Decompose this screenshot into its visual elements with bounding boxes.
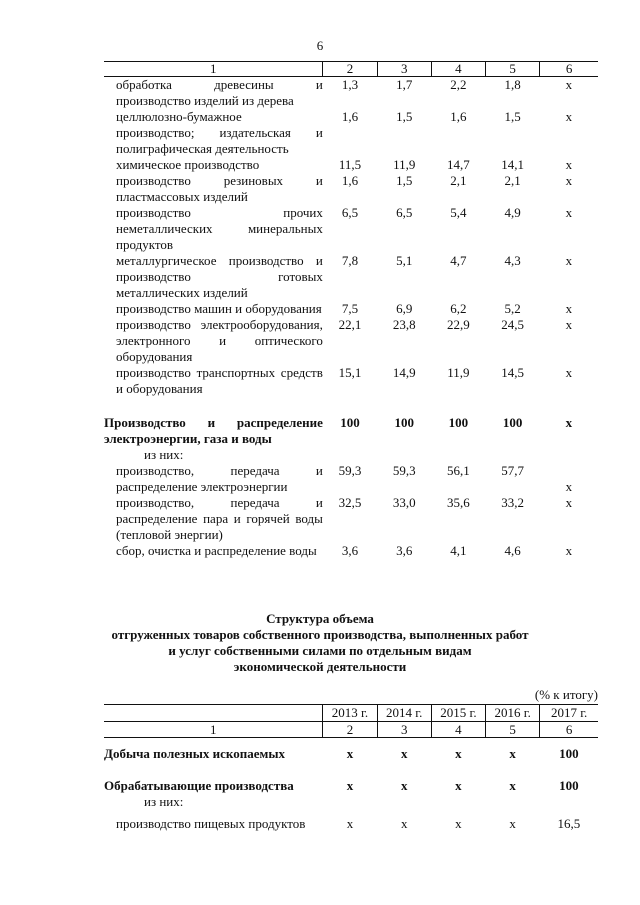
table-title (0, 611, 640, 675)
value-cell: x (565, 173, 573, 188)
value-cell: 33,2 (501, 495, 525, 510)
value-cell: 4,7 (450, 253, 467, 268)
column-number: 3 (377, 722, 431, 738)
value-cell: 1,7 (396, 77, 413, 92)
row-label: производство пищевых продуктов (116, 816, 306, 831)
value-cell: x (565, 157, 573, 172)
row-label: из них: (144, 794, 184, 809)
value-cell: x (565, 415, 573, 430)
row-label: целлюлозно-бумажное производство; издательская и полиграфическая деятельность (116, 109, 323, 156)
value-cell: 4,1 (450, 543, 467, 558)
value-cell: 4,6 (504, 543, 521, 558)
year-header: 2013 г. (323, 705, 377, 722)
value-cell: x (346, 746, 354, 761)
value-cell: 6,9 (396, 301, 413, 316)
row-label: металлургическое производство и производство готовых металлических изделий (116, 253, 323, 300)
year-header: 2015 г. (431, 705, 485, 722)
title-line: и услуг собственными силами по отдельным видам (168, 643, 472, 658)
table-row (104, 463, 598, 495)
row-label: производство транспортных средств и оборудования (116, 365, 323, 396)
table-section-row (104, 738, 598, 763)
value-cell (486, 447, 540, 463)
value-cell: 1,3 (341, 77, 359, 92)
value-cell: 1,8 (504, 77, 521, 92)
value-cell (486, 794, 540, 810)
value-cell: 3,6 (396, 543, 413, 558)
value-cell: x (565, 479, 573, 494)
table-row (104, 205, 598, 253)
value-cell: x (565, 495, 573, 510)
row-label: производство машин и оборудования (116, 301, 322, 316)
table-row (104, 173, 598, 205)
value-cell: 59,3 (392, 463, 416, 478)
value-cell: 5,2 (504, 301, 521, 316)
shipped-goods-structure-table (104, 704, 598, 832)
value-cell: 14,5 (501, 365, 525, 380)
value-cell (323, 794, 377, 810)
value-cell (431, 447, 485, 463)
value-cell: x (509, 816, 516, 831)
table-section-row (104, 762, 598, 794)
value-cell (540, 447, 598, 463)
value-cell: x (565, 365, 573, 380)
value-cell: x (565, 205, 573, 220)
column-number: 1 (104, 62, 323, 77)
table-section-row (104, 397, 598, 447)
column-number: 6 (540, 722, 598, 738)
value-cell: 7,5 (341, 301, 359, 316)
value-cell: 100 (559, 778, 579, 793)
table-row (104, 317, 598, 365)
column-number: 4 (431, 722, 485, 738)
year-header: 2016 г. (486, 705, 540, 722)
value-cell (540, 794, 598, 810)
column-number: 3 (377, 62, 431, 77)
value-cell: x (509, 746, 516, 761)
table-subheading-row (104, 794, 598, 810)
value-cell: x (346, 778, 354, 793)
row-label: из них: (144, 447, 184, 462)
value-cell: x (400, 816, 408, 831)
unit-note: (% к итогу) (534, 687, 598, 702)
value-cell: 22,9 (447, 317, 470, 332)
row-label: химическое производство (116, 157, 260, 172)
table-row (104, 253, 598, 301)
value-cell: 100 (448, 415, 469, 430)
value-cell (377, 447, 431, 463)
table-row (104, 810, 598, 832)
row-label: Обрабатывающие производства (104, 778, 294, 793)
value-cell: 2,2 (450, 77, 467, 92)
column-number: 5 (486, 722, 540, 738)
value-cell: 6,2 (450, 301, 467, 316)
row-label: Добыча полезных ископаемых (104, 746, 286, 761)
value-cell: 1,5 (504, 109, 521, 124)
value-cell (323, 447, 377, 463)
row-label: сбор, очистка и распределение воды (116, 543, 317, 558)
title-line: отгруженных товаров собственного производства, выполненных работ (111, 627, 529, 642)
column-number-row (104, 722, 598, 738)
value-cell: x (565, 317, 573, 332)
value-cell: 11,9 (393, 157, 416, 172)
value-cell: 2,1 (504, 173, 521, 188)
value-cell (431, 794, 485, 810)
value-cell (377, 794, 431, 810)
value-cell: x (455, 778, 462, 793)
row-label: производство, передача и распределение пара и горячей воды (тепловой энергии) (116, 495, 323, 542)
value-cell: 23,8 (392, 317, 416, 332)
value-cell: x (509, 778, 516, 793)
value-cell: 7,8 (341, 253, 359, 268)
value-cell: 56,1 (447, 463, 470, 478)
page-number: 6 (316, 38, 324, 53)
column-number-row (104, 62, 598, 77)
row-label: Производство и распределение электроэнергии, газа и воды (104, 415, 323, 446)
year-header: 2014 г. (377, 705, 431, 722)
value-cell: x (565, 543, 573, 558)
value-cell: 5,4 (450, 205, 467, 220)
value-cell: x (400, 746, 408, 761)
column-number: 1 (104, 722, 323, 738)
row-label: производство резиновых и пластмассовых изделий (116, 173, 323, 204)
value-cell: 100 (340, 415, 360, 430)
value-cell: x (400, 778, 408, 793)
value-cell: 3,6 (341, 543, 359, 558)
title-line: Структура объема (266, 611, 374, 626)
value-cell: 6,5 (341, 205, 359, 220)
value-cell: x (565, 253, 573, 268)
table-row (104, 157, 598, 173)
value-cell: 14,7 (447, 157, 470, 172)
table-row (104, 495, 598, 543)
value-cell: x (455, 746, 462, 761)
value-cell: 1,6 (450, 109, 467, 124)
year-header-row (104, 705, 598, 722)
column-number: 2 (323, 722, 377, 738)
value-cell: 1,6 (341, 173, 359, 188)
table-row (104, 365, 598, 397)
blank-header-cell (104, 705, 323, 722)
value-cell: 59,3 (338, 463, 362, 478)
column-number: 6 (540, 62, 598, 77)
value-cell: 100 (394, 415, 414, 430)
value-cell: 33,0 (392, 495, 416, 510)
value-cell: 1,6 (341, 109, 359, 124)
value-cell: 1,5 (396, 173, 413, 188)
row-label: производство, передача и распределение электроэнергии (116, 463, 323, 494)
table-row (104, 301, 598, 317)
value-cell: 15,1 (338, 365, 362, 380)
value-cell: 11,9 (447, 365, 470, 380)
value-cell: 11,5 (338, 157, 362, 172)
table-row (104, 77, 598, 110)
value-cell: 24,5 (501, 317, 525, 332)
value-cell: x (565, 301, 573, 316)
column-number: 5 (486, 62, 540, 77)
column-number: 2 (323, 62, 377, 77)
row-label: производство прочих неметаллических минеральных продуктов (116, 205, 323, 252)
value-cell: x (565, 77, 573, 92)
value-cell: 100 (559, 746, 579, 761)
value-cell: 6,5 (396, 205, 413, 220)
value-cell: 4,9 (504, 205, 521, 220)
value-cell: 35,6 (447, 495, 470, 510)
table-subheading-row (104, 447, 598, 463)
table-row (104, 109, 598, 157)
title-line: экономической деятельности (233, 659, 407, 674)
value-cell: 22,1 (338, 317, 362, 332)
value-cell: 14,9 (392, 365, 416, 380)
row-label: обработка древесины и производство изделий из дерева (116, 77, 323, 108)
value-cell: 14,1 (501, 157, 525, 172)
row-label: производство электрооборудования, электронного и оптического оборудования (116, 317, 323, 364)
year-header: 2017 г. (540, 705, 598, 722)
value-cell: 57,7 (501, 463, 525, 478)
value-cell: 1,5 (396, 109, 413, 124)
value-cell: 2,1 (450, 173, 467, 188)
value-cell: 4,3 (504, 253, 521, 268)
industry-structure-table-continued (104, 61, 598, 559)
value-cell: 100 (502, 415, 523, 430)
value-cell: x (565, 109, 573, 124)
value-cell: 32,5 (338, 495, 362, 510)
value-cell: 16,5 (557, 816, 581, 831)
value-cell: x (346, 816, 354, 831)
column-number: 4 (431, 62, 485, 77)
table-row (104, 543, 598, 559)
value-cell: x (455, 816, 462, 831)
value-cell: 5,1 (396, 253, 413, 268)
